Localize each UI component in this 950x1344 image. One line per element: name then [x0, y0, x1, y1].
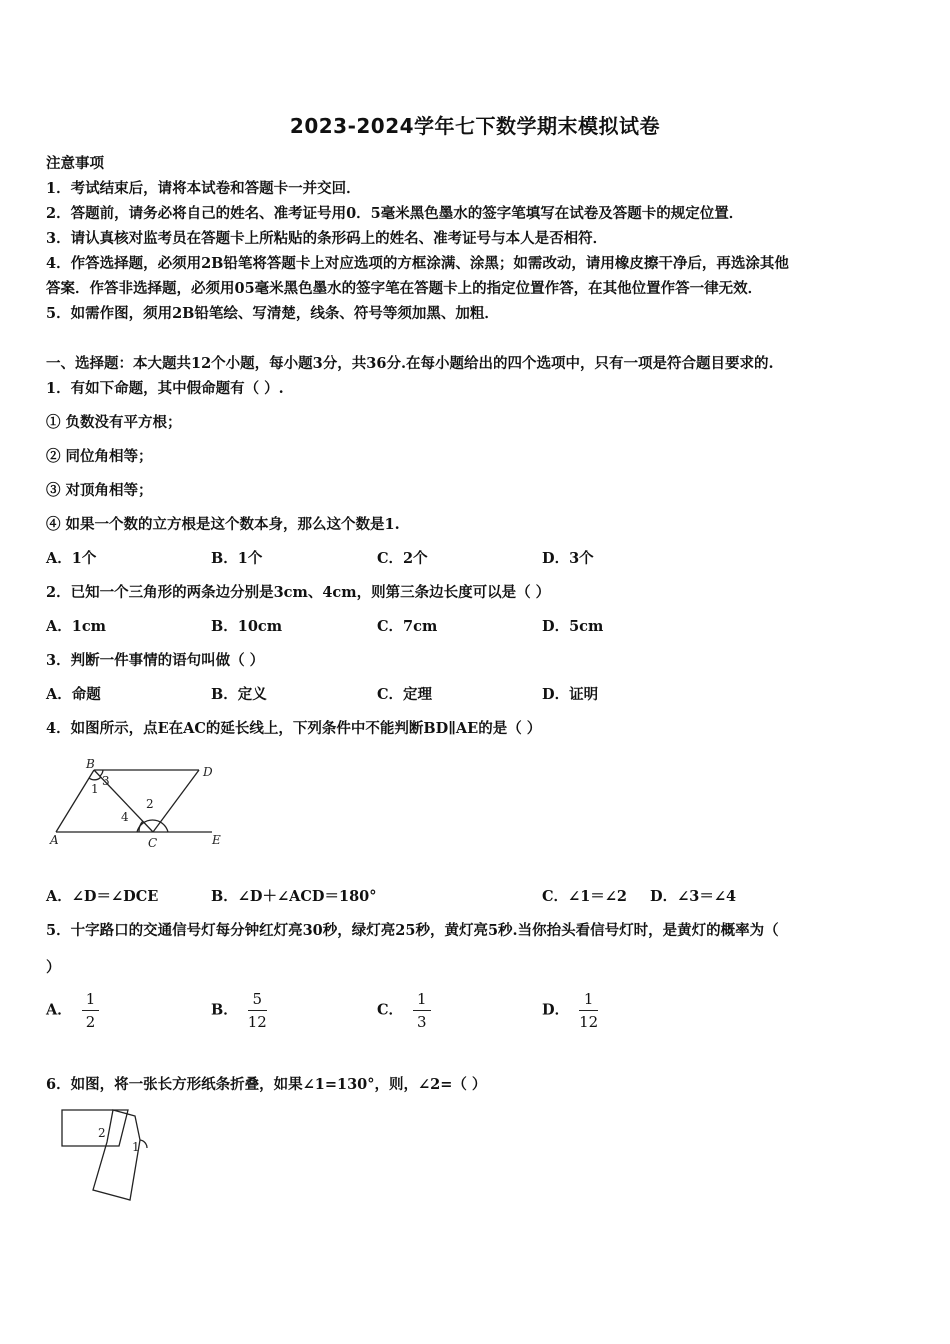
- notice-item: 1．考试结束后，请将本试卷和答题卡一并交回．: [46, 180, 361, 197]
- question-4-stem: 4．如图所示，点E在AC的延长线上，下列条件中不能判断BD∥AE的是（ ）: [46, 720, 542, 737]
- q3-option-d: D．证明: [542, 686, 599, 703]
- q1-option-b: B．1个: [211, 550, 263, 567]
- q1-proposition: ② 同位角相等；: [46, 448, 153, 465]
- label-e: E: [212, 833, 221, 847]
- q2-option-d: D．5cm: [542, 618, 604, 635]
- q3-option-c: C．定理: [377, 686, 433, 703]
- q1-proposition: ④ 如果一个数的立方根是这个数本身，那么这个数是1.: [46, 516, 400, 533]
- q4-option-b: B．∠D＋∠ACD＝180°: [211, 888, 377, 905]
- segment-ab: [56, 770, 94, 832]
- q5-option-a: [46, 990, 99, 1031]
- label-c: C: [148, 836, 158, 850]
- question-5-stem: 5．十字路口的交通信号灯每分钟红灯亮30秒，绿灯亮25秒，黄灯亮5秒.当你抬头看信号灯时，是黄灯的概率为（: [46, 922, 779, 939]
- question-5-stem-end: ）: [46, 959, 61, 976]
- q2-option-c: C．7cm: [377, 618, 438, 635]
- option-letter: B．: [211, 1001, 238, 1019]
- q4-option-d: D．∠3＝∠4: [650, 888, 737, 905]
- numerator: 1: [82, 990, 100, 1011]
- numerator: 5: [248, 990, 267, 1011]
- q1-proposition: ③ 对顶角相等；: [46, 482, 153, 499]
- angle-2-label: 2: [146, 797, 154, 811]
- q1-option-d: D．3个: [542, 550, 594, 567]
- fraction: [413, 990, 431, 1031]
- question-6-stem: 6．如图，将一张长方形纸条折叠，如果∠1=130°，则，∠2=（ ）: [46, 1076, 487, 1093]
- angle-1-arc: [140, 1140, 147, 1148]
- q2-option-a: A．1cm: [46, 618, 107, 635]
- question-1-stem: 1．有如下命题，其中假命题有（ ）.: [46, 380, 284, 397]
- q2-option-b: B．10cm: [211, 618, 283, 635]
- option-letter: D．: [542, 1001, 570, 1019]
- notice-item: 5．如需作图，须用2B铅笔绘、写清楚，线条、符号等须加黑、加粗．: [46, 305, 499, 322]
- question-2-stem: 2．已知一个三角形的两条边分别是3cm、4cm，则第三条边长度可以是（ ）: [46, 584, 551, 601]
- q1-option-a: A．1个: [46, 550, 97, 567]
- fraction: [579, 990, 598, 1031]
- angle-1-label: 1: [132, 1140, 140, 1154]
- notice-item: 2．答题前，请务必将自己的姓名、准考证号用0．5毫米黑色墨水的签字笔填写在试卷及答题卡的规定位置．: [46, 205, 744, 222]
- notice-item: 4．作答选择题，必须用2B铅笔将答题卡上对应选项的方框涂满、涂黑；如需改动，请用橡皮擦干净后，再选涂其他: [46, 255, 789, 272]
- exam-title: 2023-2024学年七下数学期末模拟试卷: [289, 114, 661, 138]
- numerator: 1: [413, 990, 431, 1011]
- notice-item: 3．请认真核对监考员在答题卡上所粘贴的条形码上的姓名、准考证号与本人是否相符．: [46, 230, 608, 247]
- denominator: 3: [417, 1013, 427, 1031]
- q4-option-c: C．∠1＝∠2: [542, 888, 628, 905]
- q5-option-d: [542, 990, 598, 1031]
- segment-cd: [153, 770, 199, 832]
- q5-option-c: [377, 990, 431, 1031]
- denominator: 2: [85, 1013, 96, 1031]
- q5-option-b: [211, 990, 267, 1031]
- q1-proposition: ① 负数没有平方根；: [46, 414, 182, 431]
- angle-2-label: 2: [98, 1126, 106, 1140]
- angle-4-label: 4: [121, 810, 129, 824]
- angle-1-label: 1: [91, 782, 99, 796]
- option-letter: A．: [46, 1001, 72, 1019]
- angle-3-label: 3: [102, 774, 110, 788]
- option-letter: C．: [377, 1001, 404, 1019]
- question-3-stem: 3．判断一件事情的语句叫做（ ）: [46, 652, 265, 669]
- label-d: D: [203, 765, 213, 779]
- label-b: B: [86, 757, 95, 771]
- folded-strip-figure: [55, 1104, 160, 1206]
- numerator: 1: [579, 990, 598, 1011]
- horizontal-strip: [62, 1110, 128, 1146]
- q1-option-c: C．2个: [377, 550, 428, 567]
- folded-part: [93, 1110, 140, 1200]
- fraction: [248, 990, 267, 1031]
- section-heading: 一、选择题：本大题共12个小题，每小题3分，共36分.在每小题给出的四个选项中，只有一项是符合题目要求的.: [46, 355, 774, 372]
- label-a: A: [50, 833, 59, 847]
- parallelogram-figure: [44, 756, 234, 852]
- q3-option-a: A．命题: [46, 686, 101, 703]
- fraction: [82, 990, 100, 1031]
- denominator: 12: [579, 1013, 599, 1031]
- notice-item: 答案．作答非选择题，必须用05毫米黑色墨水的签字笔在答题卡上的指定位置作答，在其他位置作答一律无效．: [46, 280, 763, 297]
- denominator: 12: [247, 1013, 267, 1031]
- notice-heading: 注意事项: [46, 155, 104, 172]
- q4-option-a: A．∠D＝∠DCE: [46, 888, 159, 905]
- angle-1-arc: [89, 777, 101, 780]
- q3-option-b: B．定义: [211, 686, 267, 703]
